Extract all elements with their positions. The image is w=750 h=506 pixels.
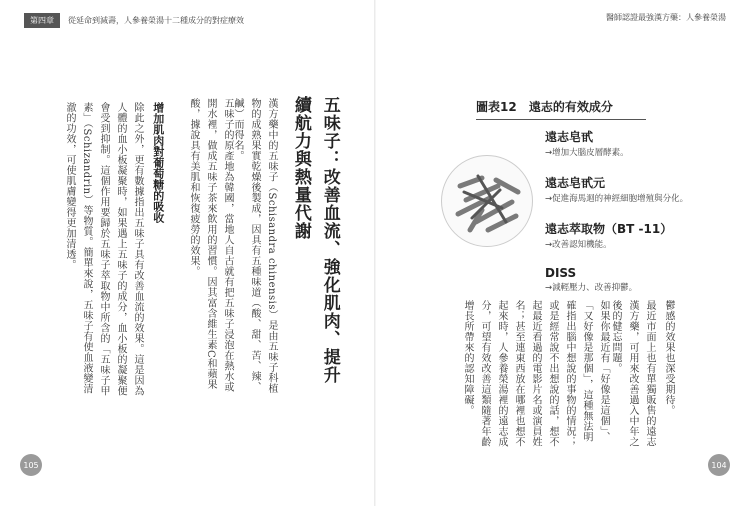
component-name: 遠志皂甙 [545, 130, 594, 144]
component-item [545, 128, 705, 160]
component-item [545, 174, 705, 206]
right-running-header: 醫師認證最強漢方藥：人參養榮湯 [606, 13, 726, 22]
right-paragraph-1: 鬱感的效果也深受期待。 [663, 300, 674, 416]
left-paragraph-3: 除此之外，更有數據指出五味子具有改善血流的效果。這是因為人體的血小板凝聚時，如果遇上五味子的成分，血小板的凝聚便會受到抑制。這個作用要歸於五味子萃取物中所含的「五味子甲素」（Schizandrin）等物質。簡單來說，五味子有使血液變清澈的功效，可使肌膚變得更加清透。 [64, 102, 143, 396]
component-name: DISS [545, 265, 577, 280]
page-number-right: 104 [708, 454, 730, 476]
chapter-title: 從延命到減壽，人參養榮湯十二種成分的對症療效 [68, 15, 244, 25]
left-subheading: 增加肌肉對葡萄糖的吸收 [151, 102, 165, 223]
book-gutter [374, 0, 376, 506]
component-description: →減輕壓力、改善抑鬱。 [545, 282, 638, 293]
component-description: →增加大腦皮層酵素。 [545, 148, 629, 158]
component-item [545, 266, 705, 295]
left-section-heading: 五味子：改善血流、強化肌肉、提升續航力與熱量代謝 [290, 96, 340, 384]
component-name: 遠志萃取物（BT -11） [545, 221, 673, 236]
right-paragraph-2: 最近市面上也有單獨販售的遠志漢方藥，可用來改善過入中年之後的健忘問題。 [610, 300, 655, 447]
component-item [545, 220, 705, 252]
left-running-header [24, 12, 244, 28]
figure-component-list [545, 128, 705, 309]
figure-label: 圖表12 [476, 100, 517, 114]
page-number-left: 105 [20, 454, 42, 476]
component-name: 遠志皂甙元 [545, 175, 606, 190]
left-paragraph-2: 五味子的原產地為韓國，當地人自古就有把五味子浸泡在熱水或開水裡，做成五味子茶來飲用的習慣。因其富含維生素C和蘋果酸，據說具有美肌和恢復疲勞的效果。 [188, 98, 233, 392]
component-description: →改善認知機能。 [545, 239, 612, 250]
right-paragraph-3: 如果你最近有「好像是這個」、「又好像是那個」，這種無法明確指出腦中想說的事物的情況；或是經常說不出想說的話，想不起最近看過的電影片名或演員姓名；甚至連東西放在哪裡也想不起來時，人參養榮湯裡的遠志成分，可望有效改善這類隨著年齡增長所帶來的認知障礙。 [462, 300, 609, 447]
chapter-badge: 第四章 [24, 13, 60, 28]
polygala-root-image [441, 155, 533, 247]
figure-title [476, 98, 613, 115]
left-paragraph-1: 漢方藥中的五味子（Schisandra chinensis）是由五味子科植物的成熟果實乾燥後製成，因具有五種味道（酸、甜、苦、辣、鹹）而得名。 [232, 98, 277, 394]
figure-underline [476, 119, 646, 120]
component-description: →促進海馬迴的神經細胞增殖與分化。 [545, 193, 689, 204]
figure-caption: 遠志的有效成分 [528, 100, 613, 114]
